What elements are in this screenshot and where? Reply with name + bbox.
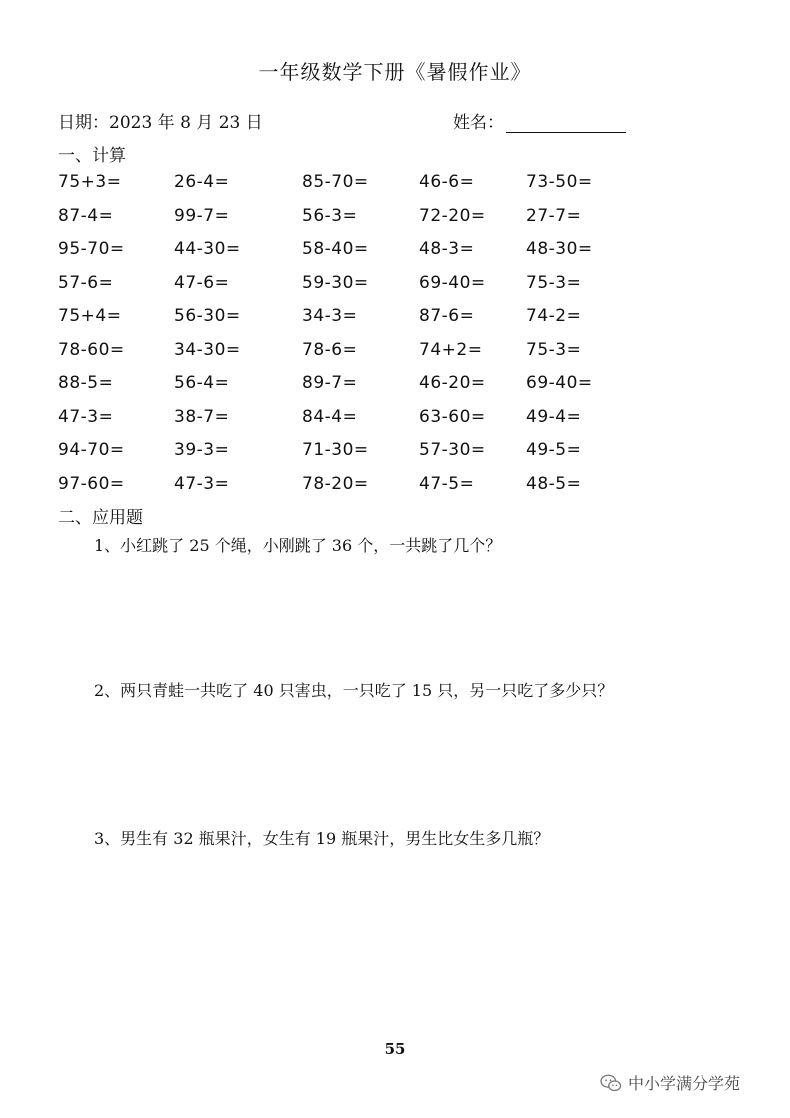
page-title: 一年级数学下册《暑假作业》 bbox=[258, 60, 532, 84]
calc-item: 47-3= bbox=[174, 473, 230, 494]
calc-item: 71-30= bbox=[302, 440, 369, 460]
calc-item: 48-3= bbox=[419, 239, 475, 259]
calc-item: 49-4= bbox=[526, 406, 582, 427]
calc-item: 78-6= bbox=[302, 339, 358, 360]
calc-item: 47-3= bbox=[58, 406, 114, 427]
name-label: 姓名： bbox=[453, 113, 504, 133]
date-label: 日期：2023 年 8 月 23 日 bbox=[58, 113, 263, 133]
section-word-problems-heading: 二、应用题 bbox=[58, 508, 143, 528]
calc-item: 46-20= bbox=[419, 373, 486, 393]
calculation-grid bbox=[58, 172, 658, 507]
calc-item: 94-70= bbox=[58, 440, 125, 460]
word-problem-3: 3、男生有 32 瓶果汁，女生有 19 瓶果汁，男生比女生多几瓶？ bbox=[94, 829, 550, 848]
calc-item: 78-20= bbox=[302, 473, 369, 494]
calc-row bbox=[58, 206, 658, 240]
calc-item: 47-6= bbox=[174, 272, 230, 293]
calc-item: 74+2= bbox=[419, 339, 483, 360]
calc-item: 85-70= bbox=[302, 172, 369, 192]
watermark bbox=[600, 1071, 740, 1094]
calc-item: 75-3= bbox=[526, 339, 582, 360]
calc-item: 99-7= bbox=[174, 205, 230, 226]
calc-item: 78-60= bbox=[58, 339, 125, 360]
calc-item: 75+4= bbox=[58, 306, 122, 326]
calc-item: 34-3= bbox=[302, 306, 358, 326]
calc-item: 58-40= bbox=[302, 239, 369, 259]
word-problem-1: 1、小红跳了 25 个绳，小刚跳了 36 个，一共跳了几个？ bbox=[94, 536, 502, 555]
calc-row bbox=[58, 440, 658, 474]
calc-item: 87-4= bbox=[58, 205, 114, 226]
calc-item: 49-5= bbox=[526, 440, 582, 460]
word-problem-2: 2、两只青蛙一共吃了 40 只害虫，一只吃了 15 只，另一只吃了多少只？ bbox=[94, 681, 614, 700]
calc-item: 69-40= bbox=[419, 272, 486, 293]
watermark-text: 中小学满分学苑 bbox=[628, 1074, 741, 1093]
name-blank-line bbox=[506, 114, 626, 133]
calc-item: 26-4= bbox=[174, 172, 230, 192]
calc-row bbox=[58, 373, 658, 407]
calc-item: 87-6= bbox=[419, 306, 475, 326]
calc-item: 27-7= bbox=[526, 205, 582, 226]
calc-row bbox=[58, 474, 658, 508]
calc-item: 84-4= bbox=[302, 406, 358, 427]
name-field bbox=[453, 108, 626, 133]
calc-row bbox=[58, 172, 658, 206]
page-number: 55 bbox=[384, 1040, 406, 1058]
calc-row bbox=[58, 239, 658, 273]
calc-item: 69-40= bbox=[526, 373, 593, 393]
calc-item: 72-20= bbox=[419, 205, 486, 226]
calc-item: 75-3= bbox=[526, 272, 582, 293]
calc-row bbox=[58, 306, 658, 340]
calc-item: 95-70= bbox=[58, 239, 125, 259]
calc-item: 57-30= bbox=[419, 440, 486, 460]
calc-item: 48-30= bbox=[526, 239, 593, 259]
calc-item: 47-5= bbox=[419, 473, 475, 494]
calc-item: 38-7= bbox=[174, 406, 230, 427]
calc-item: 59-30= bbox=[302, 272, 369, 293]
calc-row bbox=[58, 407, 658, 441]
section-calculation-heading: 一、计算 bbox=[58, 146, 126, 166]
calc-item: 44-30= bbox=[174, 239, 241, 259]
calc-item: 57-6= bbox=[58, 272, 114, 293]
calc-item: 89-7= bbox=[302, 373, 358, 393]
calc-item: 34-30= bbox=[174, 339, 241, 360]
wechat-icon bbox=[600, 1073, 622, 1093]
calc-item: 73-50= bbox=[526, 172, 593, 192]
calc-item: 56-30= bbox=[174, 306, 241, 326]
calc-row bbox=[58, 340, 658, 374]
calc-item: 39-3= bbox=[174, 440, 230, 460]
calc-item: 88-5= bbox=[58, 373, 114, 393]
calc-item: 75+3= bbox=[58, 172, 122, 192]
calc-item: 46-6= bbox=[419, 172, 475, 192]
calc-item: 56-3= bbox=[302, 205, 358, 226]
calc-row bbox=[58, 273, 658, 307]
calc-item: 56-4= bbox=[174, 373, 230, 393]
calc-item: 74-2= bbox=[526, 306, 582, 326]
calc-item: 63-60= bbox=[419, 406, 486, 427]
calc-item: 48-5= bbox=[526, 473, 582, 494]
calc-item: 97-60= bbox=[58, 473, 125, 494]
